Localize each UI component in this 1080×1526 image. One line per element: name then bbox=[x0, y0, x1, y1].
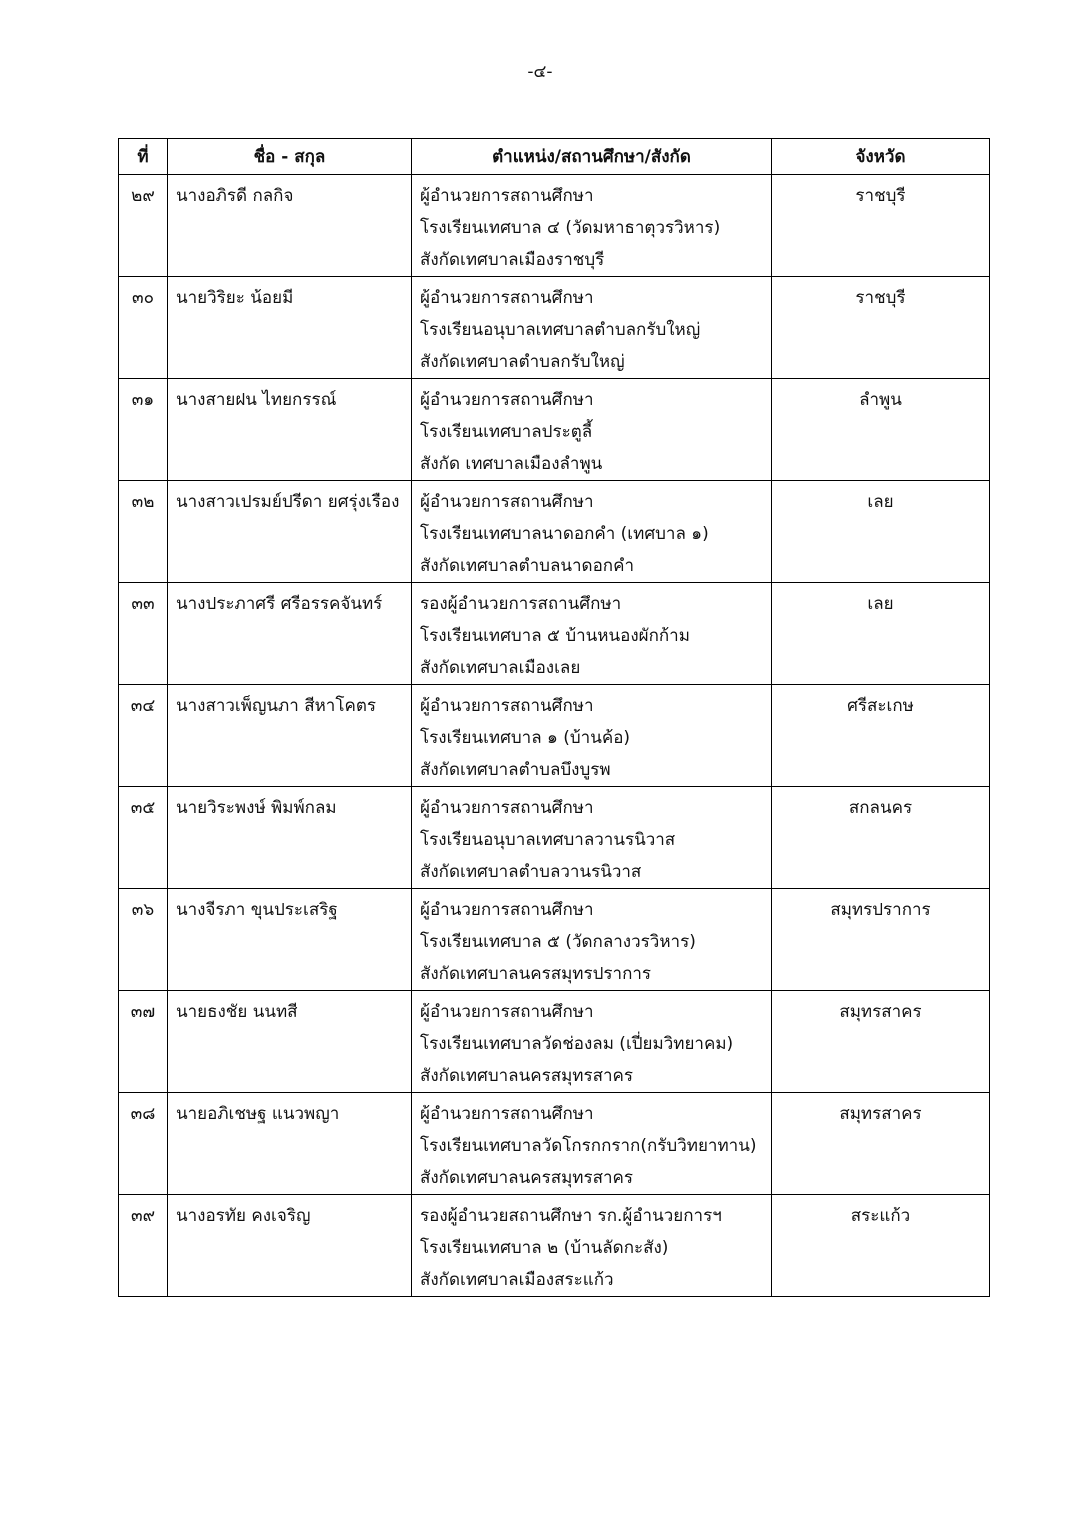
position-title: ผู้อำนวยการสถานศึกษา bbox=[420, 186, 594, 206]
person-name: นางประภาศรี ศรีอรรคจันทร์ bbox=[176, 594, 383, 614]
header-position: ตำแหน่ง/สถานศึกษา/สังกัด bbox=[412, 139, 772, 175]
table-row bbox=[119, 277, 990, 379]
affiliation: สังกัดเทศบาลตำบลนาดอกคำ bbox=[420, 556, 634, 576]
table-row bbox=[119, 991, 990, 1093]
position-title: ผู้อำนวยการสถานศึกษา bbox=[420, 492, 594, 512]
table-body bbox=[119, 175, 990, 1297]
affiliation: สังกัด เทศบาลเมืองลำพูน bbox=[420, 454, 603, 474]
position-title: ผู้อำนวยการสถานศึกษา bbox=[420, 798, 594, 818]
affiliation: สังกัดเทศบาลตำบลวานรนิวาส bbox=[420, 862, 642, 882]
position-title: ผู้อำนวยการสถานศึกษา bbox=[420, 1002, 594, 1022]
affiliation: สังกัดเทศบาลตำบลบึงบูรพ bbox=[420, 760, 611, 780]
position-title: รองผู้อำนวยการสถานศึกษา bbox=[420, 594, 622, 614]
province: สกลนคร bbox=[848, 798, 913, 818]
row-number: ๓๓ bbox=[131, 594, 155, 614]
page-number: -๔- bbox=[527, 62, 553, 82]
affiliation: สังกัดเทศบาลเมืองสระแก้ว bbox=[420, 1270, 614, 1290]
person-name: นางสาวเปรมย์ปรีดา ยศรุ่งเรือง bbox=[176, 492, 400, 512]
person-name: นางสายฝน ไทยกรรณ์ bbox=[176, 390, 337, 410]
row-number: ๓๑ bbox=[131, 390, 155, 410]
table-row bbox=[119, 889, 990, 991]
school-name: โรงเรียนเทศบาลประตูลี้ bbox=[420, 422, 593, 442]
table-row bbox=[119, 685, 990, 787]
school-name: โรงเรียนเทศบาล ๕ (วัดกลางวรวิหาร) bbox=[420, 932, 696, 952]
school-name: โรงเรียนเทศบาล ๔ (วัดมหาธาตุวรวิหาร) bbox=[420, 218, 721, 238]
province: สมุทรสาคร bbox=[839, 1002, 922, 1022]
school-name: โรงเรียนเทศบาล ๑ (บ้านค้อ) bbox=[420, 728, 631, 748]
position-title: ผู้อำนวยการสถานศึกษา bbox=[420, 696, 594, 716]
person-name: นายอภิเชษฐ แนวพญา bbox=[176, 1104, 340, 1124]
row-number: ๓๘ bbox=[130, 1104, 156, 1124]
table-row bbox=[119, 787, 990, 889]
province: เลย bbox=[867, 594, 894, 614]
personnel-table bbox=[118, 138, 990, 1297]
province: ลำพูน bbox=[859, 390, 902, 410]
province: เลย bbox=[867, 492, 894, 512]
school-name: โรงเรียนเทศบาลนาดอกคำ (เทศบาล ๑) bbox=[420, 524, 709, 544]
school-name: โรงเรียนอนุบาลเทศบาลตำบลกรับใหญ่ bbox=[420, 320, 701, 340]
province: สระแก้ว bbox=[850, 1206, 911, 1226]
row-number: ๒๙ bbox=[131, 186, 155, 206]
row-number: ๓๕ bbox=[130, 798, 156, 818]
person-name: นางจีรภา ขุนประเสริฐ bbox=[176, 900, 338, 920]
province: สมุทรปราการ bbox=[830, 900, 931, 920]
affiliation: สังกัดเทศบาลนครสมุทรสาคร bbox=[420, 1168, 634, 1188]
header-province: จังหวัด bbox=[772, 139, 990, 175]
affiliation: สังกัดเทศบาลตำบลกรับใหญ่ bbox=[420, 352, 625, 372]
affiliation: สังกัดเทศบาลนครสมุทรสาคร bbox=[420, 1066, 634, 1086]
table-row bbox=[119, 583, 990, 685]
person-name: นางอรทัย คงเจริญ bbox=[176, 1206, 311, 1226]
affiliation: สังกัดเทศบาลนครสมุทรปราการ bbox=[420, 964, 652, 984]
row-number: ๓๙ bbox=[130, 1206, 156, 1226]
row-number: ๓๖ bbox=[131, 900, 155, 920]
table-row bbox=[119, 481, 990, 583]
position-title: รองผู้อำนวยสถานศึกษา รก.ผู้อำนวยการฯ bbox=[420, 1206, 722, 1226]
row-number: ๓๗ bbox=[130, 1002, 156, 1022]
header-name: ชื่อ - สกุล bbox=[168, 139, 412, 175]
province: ราชบุรี bbox=[855, 186, 906, 206]
table-header-row bbox=[119, 139, 990, 175]
row-number: ๓๔ bbox=[130, 696, 156, 716]
table-row bbox=[119, 175, 990, 277]
person-name: นางอภิรดี กลกิจ bbox=[176, 186, 294, 206]
person-name: นายวิริยะ น้อยมี bbox=[176, 288, 294, 308]
header-no: ที่ bbox=[119, 139, 168, 175]
person-name: นายวิระพงษ์ พิมพ์กลม bbox=[176, 798, 337, 818]
person-name: นางสาวเพ็ญนภา สีหาโคตร bbox=[176, 696, 377, 716]
position-title: ผู้อำนวยการสถานศึกษา bbox=[420, 390, 594, 410]
school-name: โรงเรียนอนุบาลเทศบาลวานรนิวาส bbox=[420, 830, 676, 850]
position-title: ผู้อำนวยการสถานศึกษา bbox=[420, 900, 594, 920]
position-title: ผู้อำนวยการสถานศึกษา bbox=[420, 288, 594, 308]
school-name: โรงเรียนเทศบาล ๕ บ้านหนองผักก้าม bbox=[420, 626, 690, 646]
province: สมุทรสาคร bbox=[839, 1104, 922, 1124]
person-name: นายธงชัย นนทสี bbox=[176, 1002, 298, 1022]
school-name: โรงเรียนเทศบาลวัดโกรกกราก(กรับวิทยาทาน) bbox=[420, 1136, 757, 1156]
province: ราชบุรี bbox=[855, 288, 906, 308]
row-number: ๓๐ bbox=[132, 288, 154, 308]
affiliation: สังกัดเทศบาลเมืองราชบุรี bbox=[420, 250, 605, 270]
table-row bbox=[119, 379, 990, 481]
province: ศรีสะเกษ bbox=[847, 696, 914, 716]
row-number: ๓๒ bbox=[131, 492, 155, 512]
table-row bbox=[119, 1093, 990, 1195]
affiliation: สังกัดเทศบาลเมืองเลย bbox=[420, 658, 581, 678]
school-name: โรงเรียนเทศบาล ๒ (บ้านลัดกะสัง) bbox=[420, 1238, 669, 1258]
school-name: โรงเรียนเทศบาลวัดช่องลม (เปี่ยมวิทยาคม) bbox=[420, 1034, 734, 1054]
table-row bbox=[119, 1195, 990, 1297]
position-title: ผู้อำนวยการสถานศึกษา bbox=[420, 1104, 594, 1124]
